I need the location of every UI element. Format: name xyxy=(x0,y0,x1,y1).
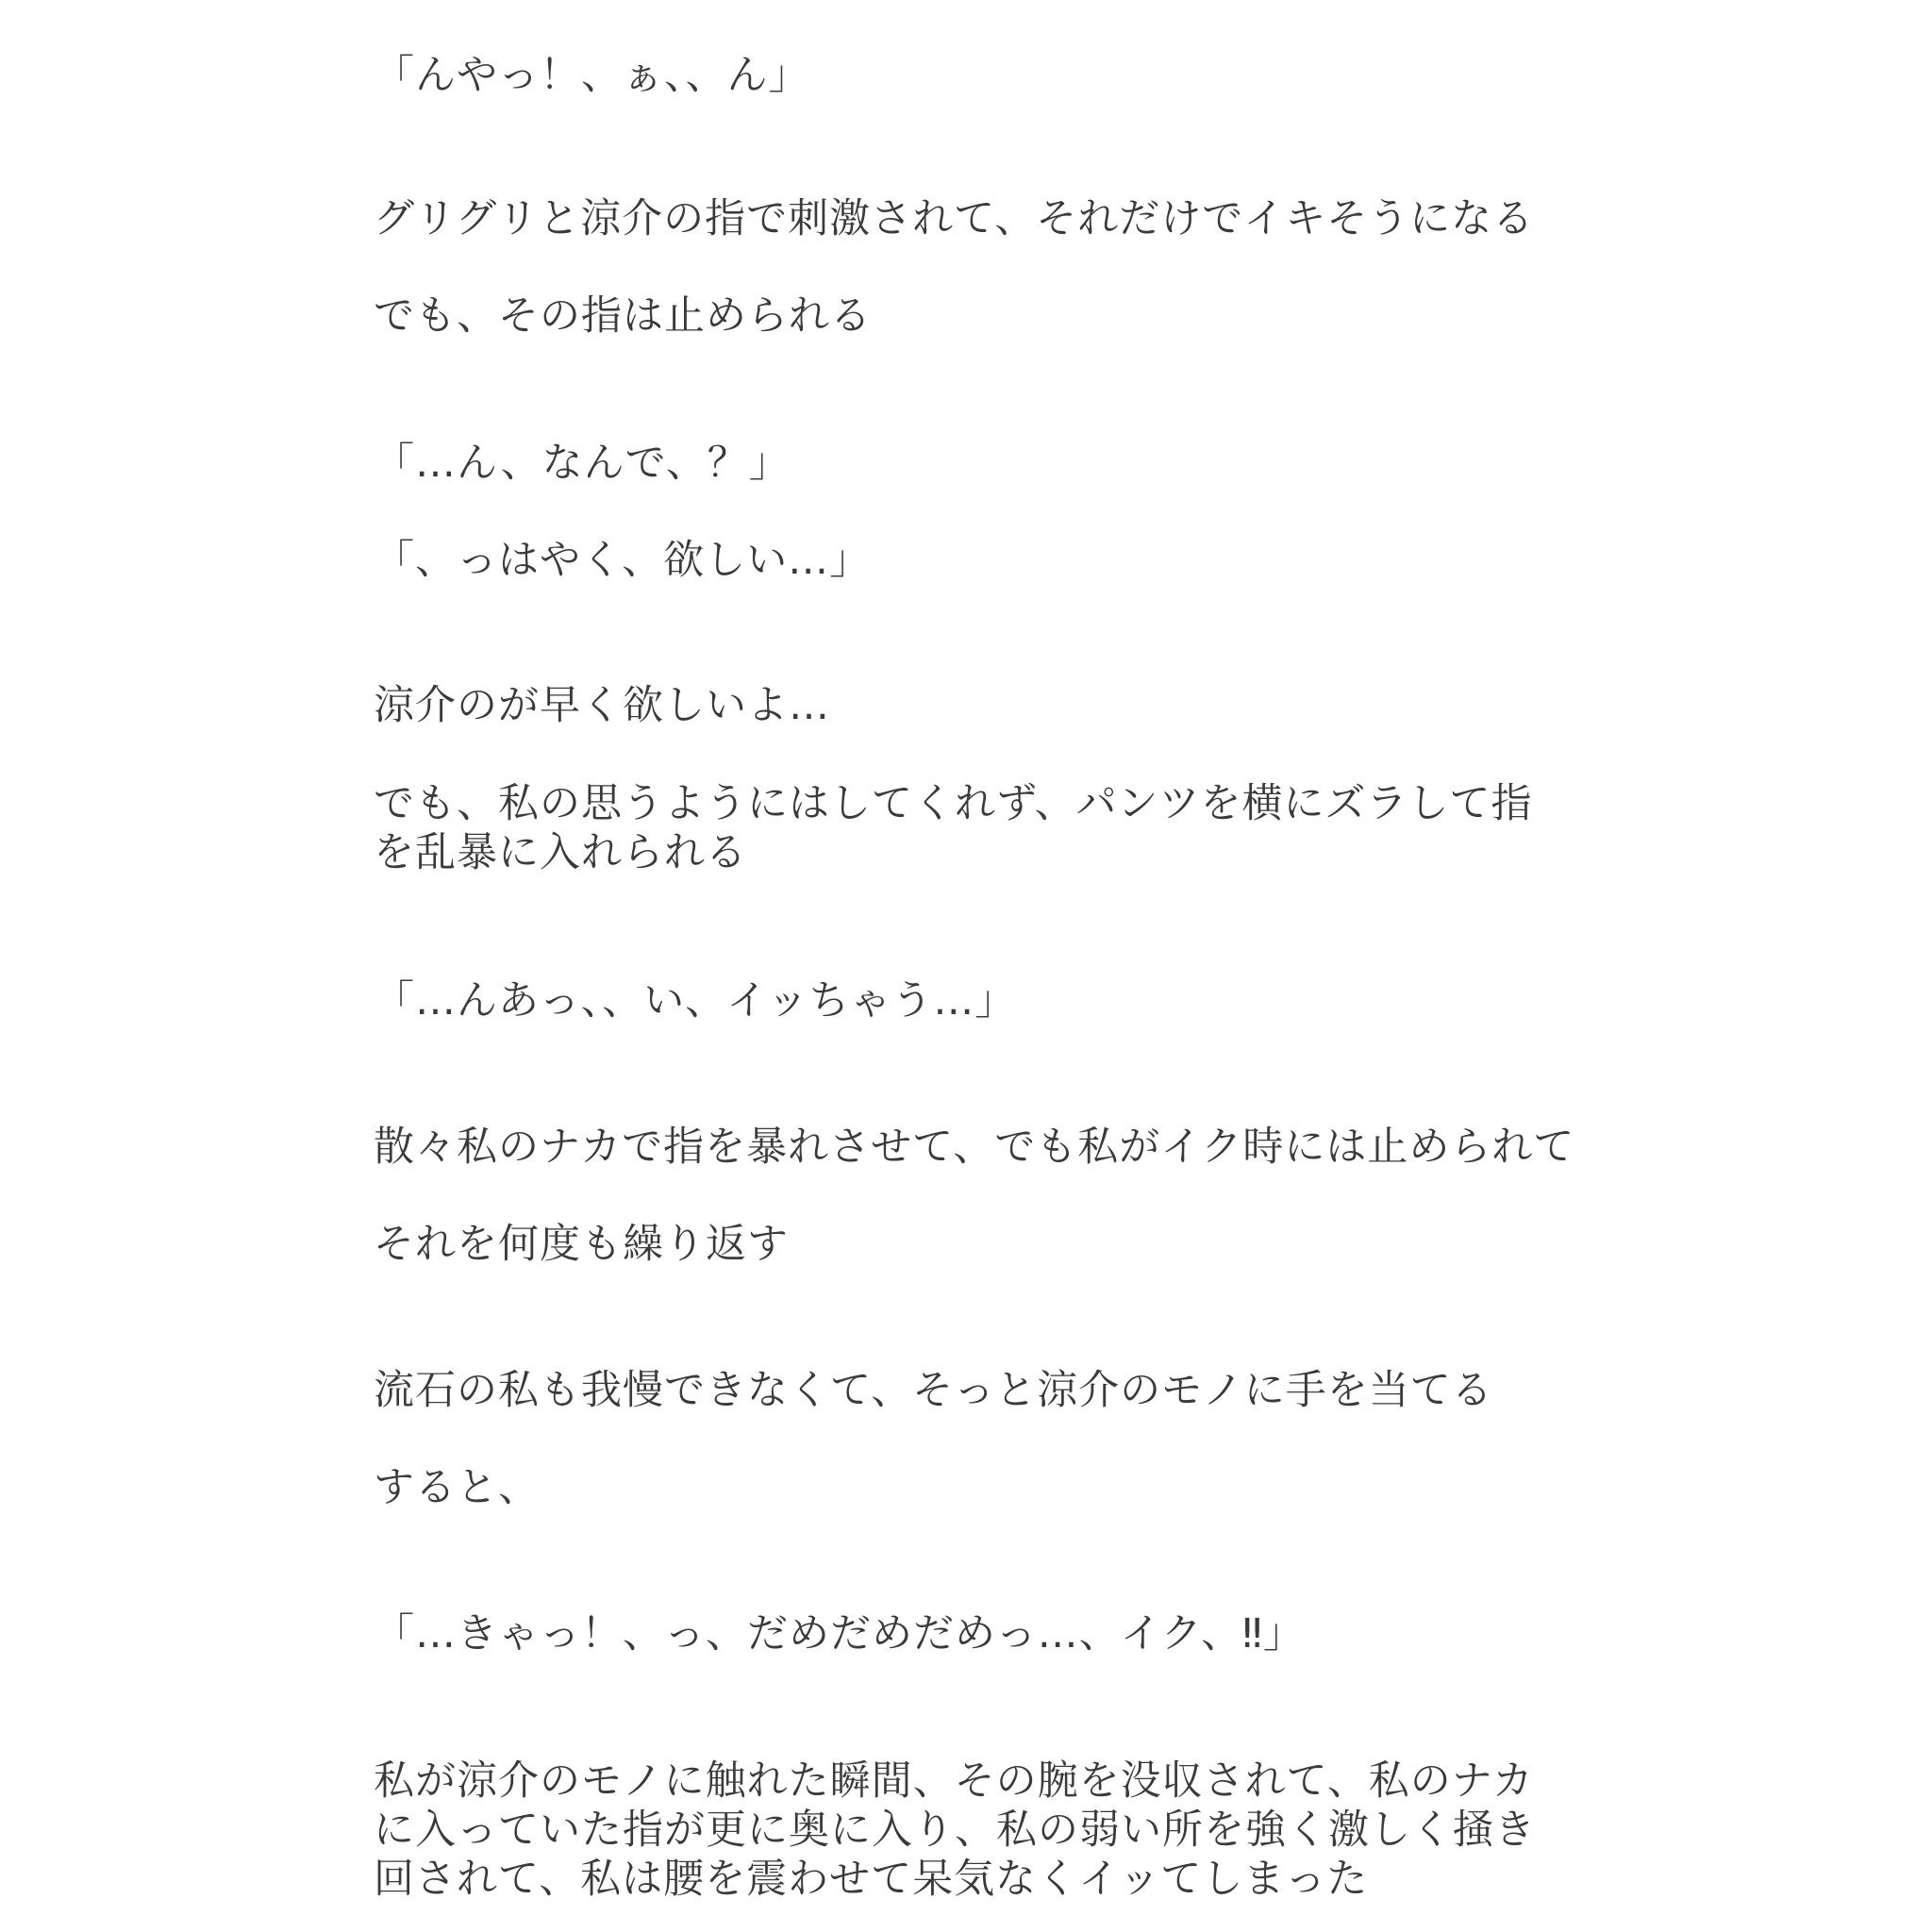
paragraph-2: グリグリと涼介の指で刺激されて、それだけでイキそうになる xyxy=(374,195,1535,242)
paragraph-8: 「…んあっ、、い、イッちゃう…」 xyxy=(374,977,1017,1024)
paragraph-5: 「、っはやく、欲しい…」 xyxy=(374,537,872,584)
paragraph-7: でも、私の思うようにはしてくれず、パンツを横にズラして指を乱暴に入れられる xyxy=(374,780,1533,876)
paragraph-13: 「…きゃっ！、っ、だめだめだめっ…、イク、‼」 xyxy=(374,1610,1305,1657)
paragraph-6: 涼介のが早く欲しいよ… xyxy=(374,682,830,729)
paragraph-14: 私が涼介のモノに触れた瞬間、その腕を没収されて、私のナカに入っていた指が更に奥に入り、私の弱い所を強く激しく掻き回されて、私は腰を震わせて呆気なくイッてしまった xyxy=(374,1757,1536,1903)
paragraph-9: 散々私のナカで指を暴れさせて、でも私がイク時には止められて xyxy=(374,1124,1575,1171)
paragraph-3: でも、その指は止められる xyxy=(374,292,872,340)
paragraph-10: それを何度も繰り返す xyxy=(374,1221,789,1268)
paragraph-12: すると、 xyxy=(374,1464,540,1511)
paragraph-4: 「…ん、なんで、？」 xyxy=(374,440,791,487)
paragraph-11: 流石の私も我慢できなくて、そっと涼介のモノに手を当てる xyxy=(374,1367,1493,1414)
paragraph-1: 「んやっ！、ぁ、、ん」 xyxy=(374,52,810,99)
